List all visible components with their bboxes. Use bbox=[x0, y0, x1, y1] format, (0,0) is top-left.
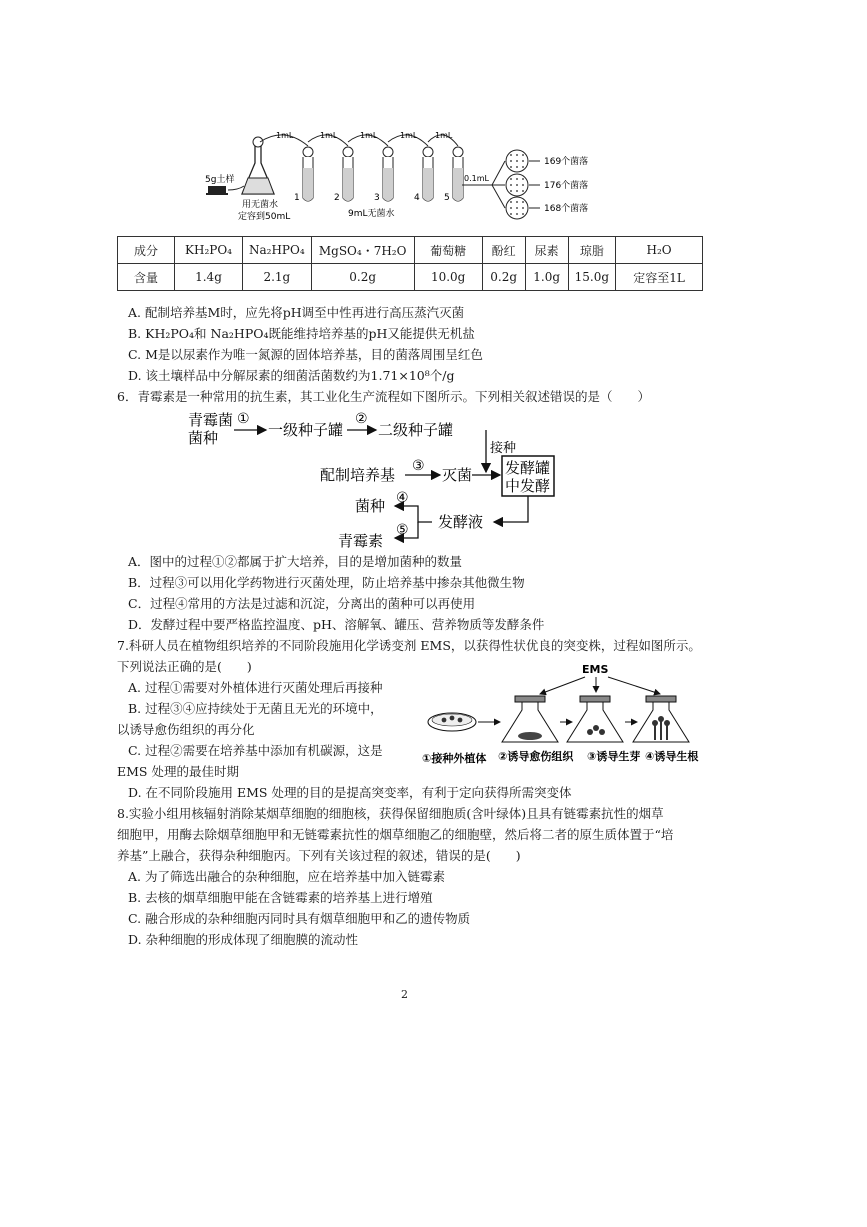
q7-stem-1: 7.科研人员在植物组织培养的不同阶段施用化学诱变剂 EMS，以获得性状优良的突变株，过程如图所示。 bbox=[117, 638, 701, 653]
table-row bbox=[118, 264, 703, 291]
tube-number: 2 bbox=[334, 193, 340, 203]
step-2: ② bbox=[355, 411, 368, 427]
step-3: ③ bbox=[412, 458, 425, 474]
table-cell: 成分 bbox=[118, 237, 175, 264]
tank2-label: 二级种子罐 bbox=[378, 421, 454, 439]
q5-option-b: B. KH₂PO₄和 Na₂HPO₄既能维持培养基的pH又能提供无机盐 bbox=[128, 326, 475, 341]
q8-stem-3: 养基”上融合，获得杂种细胞丙。下列有关该过程的叙述，错误的是( ) bbox=[117, 848, 521, 863]
medium-composition-table bbox=[117, 236, 703, 291]
step-label-3: ③诱导生芽 bbox=[587, 750, 641, 763]
table-cell: 尿素 bbox=[525, 237, 568, 264]
table-cell: 定容至1L bbox=[616, 264, 703, 291]
page-number: 2 bbox=[401, 988, 408, 1001]
table-cell: 0.2g bbox=[311, 264, 414, 291]
q5-option-a: A. 配制培养基M时，应先将pH调至中性再进行高压蒸汽灭菌 bbox=[128, 305, 465, 320]
callus-flask-icon bbox=[502, 696, 558, 742]
table-cell: 琼脂 bbox=[568, 237, 615, 264]
q7-option-c-2: EMS 处理的最佳时期 bbox=[117, 764, 239, 779]
table-cell: 含量 bbox=[118, 264, 175, 291]
sterilize-label: 灭菌 bbox=[442, 466, 473, 484]
colony-count-label: 176个菌落 bbox=[544, 181, 589, 191]
q7-option-b-1: B. 过程③④应持续处于无菌且无光的环境中， bbox=[128, 701, 383, 716]
q6-option-c: C．过程④常用的方法是过滤和沉淀，分离出的菌种可以再使用 bbox=[128, 596, 476, 611]
transfer-label: 1mL bbox=[276, 131, 294, 140]
table-cell: 1.0g bbox=[525, 264, 568, 291]
flask-label-2: 定容到50mL bbox=[238, 212, 291, 222]
ems-label: EMS bbox=[582, 663, 609, 676]
colony-count-label: 169个菌落 bbox=[544, 157, 589, 167]
colony-count-label: 168个菌落 bbox=[544, 204, 589, 214]
strain-label-2: 菌种 bbox=[188, 429, 219, 447]
flask-icon bbox=[242, 137, 274, 194]
table-cell: Na₂HPO₄ bbox=[243, 237, 312, 264]
q7-stem-2: 下列说法正确的是( ) bbox=[117, 659, 252, 674]
serial-dilution-figure bbox=[200, 128, 610, 233]
q7-option-b-2: 以诱导愈伤组织的再分化 bbox=[117, 722, 255, 737]
q8-option-a: A. 为了筛选出融合的杂种细胞，应在培养基中加入链霉素 bbox=[128, 869, 445, 884]
q6-option-b: B．过程③可以用化学药物进行灭菌处理，防止培养基中掺杂其他微生物 bbox=[128, 575, 525, 590]
transfer-label: 1mL bbox=[360, 131, 378, 140]
q8-option-c: C. 融合形成的杂种细胞丙同时具有烟草细胞甲和乙的遗传物质 bbox=[128, 911, 471, 926]
step-5: ⑤ bbox=[396, 522, 409, 538]
q8-option-d: D. 杂种细胞的形成体现了细胞膜的流动性 bbox=[128, 932, 359, 947]
soil-label: 5g土样 bbox=[205, 175, 235, 185]
tissue-culture-figure bbox=[420, 660, 710, 765]
test-tube-icon bbox=[423, 147, 433, 201]
tube-number: 1 bbox=[294, 193, 300, 203]
step-4: ④ bbox=[396, 490, 409, 506]
plating-label: 0.1mL bbox=[464, 174, 489, 183]
product-strain-label: 菌种 bbox=[355, 497, 386, 515]
table-cell: H₂O bbox=[616, 237, 703, 264]
tube-number: 5 bbox=[444, 193, 450, 203]
tank1-label: 一级种子罐 bbox=[268, 421, 344, 439]
tube-water-label: 9mL无菌水 bbox=[348, 209, 395, 219]
inoculate-label: 接种 bbox=[490, 441, 517, 456]
transfer-label: 1mL bbox=[400, 131, 418, 140]
agar-plate-icon bbox=[506, 174, 528, 196]
q8-option-b: B. 去核的烟草细胞甲能在含链霉素的培养基上进行增殖 bbox=[128, 890, 433, 905]
test-tube-icon bbox=[343, 147, 353, 201]
table-cell: 10.0g bbox=[414, 264, 482, 291]
strain-label-1: 青霉菌 bbox=[188, 411, 234, 429]
penicillin-label: 青霉素 bbox=[338, 532, 384, 550]
prepare-medium-label: 配制培养基 bbox=[320, 466, 396, 484]
broth-label: 发酵液 bbox=[438, 513, 484, 531]
step-1: ① bbox=[237, 411, 250, 427]
tube-number: 3 bbox=[374, 193, 380, 203]
step-label-1: ①接种外植体 bbox=[422, 752, 487, 765]
q7-option-a: A. 过程①需要对外植体进行灭菌处理后再接种 bbox=[128, 680, 383, 695]
table-cell: 0.2g bbox=[482, 264, 525, 291]
table-cell: 2.1g bbox=[243, 264, 312, 291]
test-tube-icon bbox=[453, 147, 463, 201]
q8-stem-1: 8.实验小组用核辐射消除某烟草细胞的细胞核，获得保留细胞质(含叶绿体)且具有链霉素抗性的烟草 bbox=[117, 806, 664, 821]
tube-number: 4 bbox=[414, 193, 420, 203]
root-flask-icon bbox=[633, 696, 689, 742]
table-cell: 15.0g bbox=[568, 264, 615, 291]
q6-option-a: A．图中的过程①②都属于扩大培养，目的是增加菌种的数量 bbox=[128, 554, 463, 569]
q5-option-d: D. 该土壤样品中分解尿素的细菌活菌数约为1.71×10⁸个/g bbox=[128, 368, 455, 383]
penicillin-flowchart bbox=[180, 408, 580, 553]
shoot-flask-icon bbox=[567, 696, 623, 742]
table-cell: 1.4g bbox=[175, 264, 243, 291]
fermenter-label-1: 发酵罐 bbox=[505, 459, 551, 477]
fermenter-label-2: 中发酵 bbox=[505, 477, 551, 495]
table-cell: 酚红 bbox=[482, 237, 525, 264]
step-label-4: ④诱导生根 bbox=[645, 750, 699, 763]
test-tube-icon bbox=[303, 147, 313, 201]
table-cell: KH₂PO₄ bbox=[175, 237, 243, 264]
q5-option-c: C. M是以尿素作为唯一氮源的固体培养基，目的菌落周围呈红色 bbox=[128, 347, 483, 362]
test-tube-icon bbox=[383, 147, 393, 201]
agar-plate-icon bbox=[506, 197, 528, 219]
soil-sample-icon bbox=[206, 186, 228, 194]
q6-stem: 6．青霉素是一种常用的抗生素，其工业化生产流程如下图所示。下列相关叙述错误的是（ ） bbox=[117, 389, 650, 404]
q6-option-d: D．发酵过程中要严格监控温度、pH、溶解氧、罐压、营养物质等发酵条件 bbox=[128, 617, 545, 632]
step-label-2: ②诱导愈伤组织 bbox=[498, 750, 574, 763]
transfer-label: 1mL bbox=[320, 131, 338, 140]
q7-option-c-1: C. 过程②需要在培养基中添加有机碳源，这是 bbox=[128, 743, 383, 758]
q8-stem-2: 细胞甲，用酶去除烟草细胞甲和无链霉素抗性的烟草细胞乙的细胞壁，然后将二者的原生质体置于“培 bbox=[117, 827, 674, 842]
table-header-row bbox=[118, 237, 703, 264]
transfer-label: 1mL bbox=[435, 131, 453, 140]
petri-dish-icon bbox=[428, 713, 476, 731]
table-cell: 葡萄糖 bbox=[414, 237, 482, 264]
flask-label-1: 用无菌水 bbox=[242, 200, 279, 210]
table-cell: MgSO₄・7H₂O bbox=[311, 237, 414, 264]
q7-option-d: D. 在不同阶段施用 EMS 处理的目的是提高突变率，有利于定向获得所需突变体 bbox=[128, 785, 572, 800]
agar-plate-icon bbox=[506, 150, 528, 172]
